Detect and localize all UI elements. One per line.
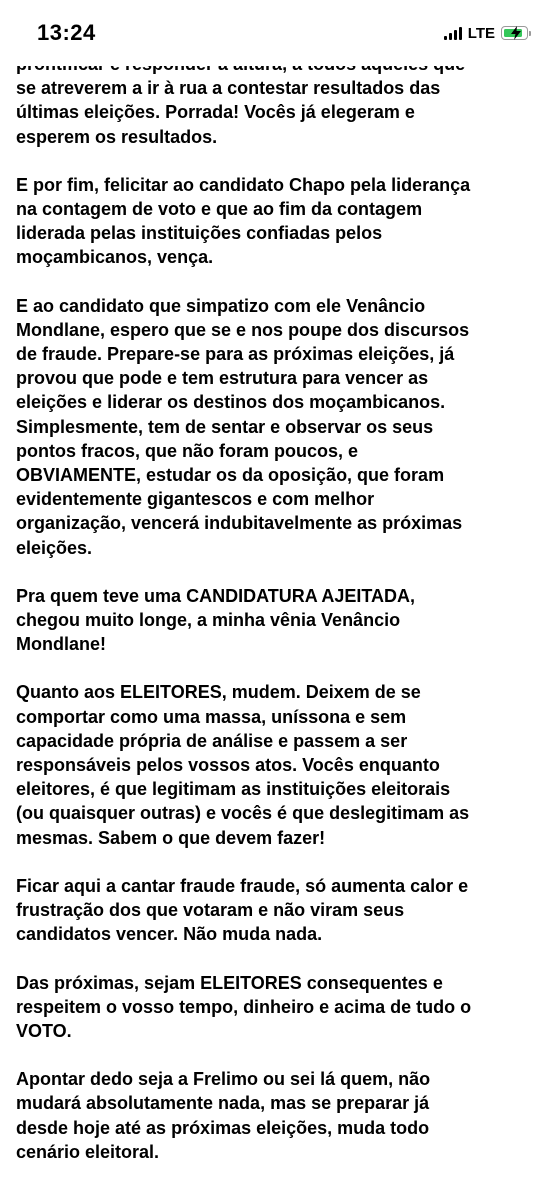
status-time: 13:24 bbox=[37, 20, 96, 45]
article-body bbox=[16, 52, 542, 1188]
battery-cap bbox=[529, 31, 531, 36]
article-scroll-view[interactable] bbox=[0, 48, 554, 1200]
status-bar bbox=[0, 0, 554, 66]
charging-bolt-icon bbox=[510, 26, 522, 40]
article-paragraph: Das próximas, sejam ELEITORES consequentes e respeitem o vosso tempo, dinheiro e acima de tudo o VOTO. bbox=[16, 972, 472, 1041]
article-paragraph: Quanto aos ELEITORES, mudem. Deixem de se comportar como uma massa, uníssona e sem capacidade própria de análise e passem a ser responsáveis pelos vossos atos. Vocês enquanto eleitores, é que legitimam as instituições eleitorais (ou quaisquer outras) e vocês é que deslegitimam as mesmas. Sabem o que devem fazer! bbox=[16, 682, 470, 848]
article-paragraph: E por fim, felicitar ao candidato Chapo pela liderança na contagem de voto e que ao fim da contagem liderada pelas instituições confiadas pelos moçambicanos, vença. bbox=[16, 174, 471, 268]
article-paragraph: Pra quem teve uma CANDIDATURA AJEITADA, chegou muito longe, a minha vênia Venâncio Mondlane! bbox=[16, 585, 416, 655]
article-paragraph: Apontar dedo seja a Frelimo ou sei lá quem, não mudará absolutamente nada, mas se preparar já desde hoje até as próximas eleições, muda todo cenário eleitoral. bbox=[16, 1069, 431, 1162]
signal-icon bbox=[444, 26, 462, 40]
article-paragraph: Ficar aqui a cantar fraude fraude, só aumenta calor e frustração dos que votaram e não viram seus candidatos vencer. Não muda nada. bbox=[16, 875, 469, 945]
battery-charging-icon bbox=[501, 26, 528, 40]
article-paragraph: se atreverem a ir à rua a contestar resultados das últimas eleições. Porrada! Vocês já elegeram e esperem os resultados. bbox=[16, 78, 441, 147]
article-paragraph: E ao candidato que simpatizo com ele Venâncio Mondlane, espero que se e nos poupe dos discursos de fraude. Prepare-se para as próximas eleições, já provou que pode e tem estrutura para vencer as eleições e liderar os destinos dos moçambicanos. Simplesmente, tem de sentar e observar os seus pontos fracos, que não foram poucos, e OBVIAMENTE, estudar os da oposição, que foram evidentemente gigantescos e com melhor organização, vencerá indubitavelmente as próximas eleições. bbox=[16, 295, 470, 558]
network-label: LTE bbox=[467, 24, 495, 42]
status-indicators bbox=[444, 22, 528, 44]
